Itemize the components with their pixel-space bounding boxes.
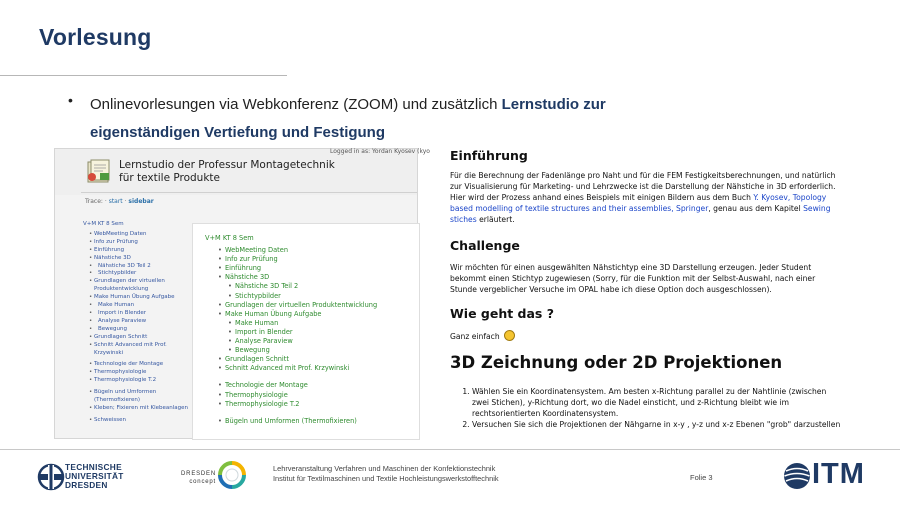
step-item: 1. Wählen Sie ein Koordinatensystem. Am besten x-Richtung parallel zu der Nahtlinie (zwischen zwei Stichen), y-Richtung dort, wo die Nadel einsticht, und z-Richtung bleibt wie im rechtsorientierten Koordinatensystem. (472, 386, 842, 419)
tud-line3: DRESDEN (65, 480, 108, 491)
content-item[interactable]: • Einführung (205, 264, 415, 273)
sidebar-heading[interactable]: V+M KT 8 Sem (83, 221, 124, 227)
content-item[interactable]: • Analyse Paraview (205, 337, 415, 346)
footer-desc-line1: Lehrveranstaltung Verfahren und Maschinen der Konfektionstechnik (273, 464, 496, 473)
bullet-marker: • (68, 92, 73, 108)
dc-line2: concept (189, 478, 216, 485)
wiki-title (119, 159, 359, 185)
content-item[interactable]: • Schnitt Advanced mit Prof. Krzywinski (205, 364, 415, 373)
content-item[interactable]: • Technologie der Montage (205, 381, 415, 390)
content-item[interactable]: • Bügeln und Umformen (Thermofixieren) (205, 417, 415, 426)
wiki-title-line2: für textile Produkte (119, 172, 220, 184)
sidebar-item[interactable]: • Nähstiche 3D Teil 2 (89, 263, 193, 271)
trace-label: Trace: (85, 198, 103, 205)
tud-line1: TECHNISCHE (65, 462, 122, 472)
content-item[interactable]: • WebMeeting Daten (205, 246, 415, 255)
wie-paragraph (450, 330, 515, 342)
wiki-separator (81, 192, 417, 193)
sidebar-item[interactable]: • Nähstiche 3D (89, 255, 193, 263)
content-heading[interactable]: V+M KT 8 Sem (205, 234, 254, 242)
slide-number: Folie 3 (690, 473, 713, 482)
challenge-heading: Challenge (450, 238, 520, 253)
content-item[interactable]: • Thermophysiologie T.2 (205, 400, 415, 409)
bullet-plain-text: Onlinevorlesungen via Webkonferenz (ZOOM) und zusätzlich (90, 96, 502, 113)
title-divider (0, 75, 287, 76)
dresden-concept-wordmark (180, 471, 216, 486)
wiki-screenshot (54, 148, 430, 439)
wie-heading: Wie geht das ? (450, 306, 554, 321)
sidebar-item[interactable]: • Make Human Übung Aufgabe (89, 294, 193, 302)
content-item[interactable]: • Nähstiche 3D (205, 273, 415, 282)
footer-divider (0, 449, 900, 450)
sidebar-item[interactable]: • Grundlagen der virtuellen Produktentwicklung (89, 278, 193, 294)
einfuehrung-mid: , genau aus dem Kapitel (708, 204, 804, 213)
sidebar-item[interactable]: • WebMeeting Daten (89, 231, 193, 239)
content-item[interactable]: • Nähstiche 3D Teil 2 (205, 282, 415, 291)
sidebar-item[interactable]: • Stichtypbilder (89, 270, 193, 278)
content-item[interactable]: • Grundlagen Schnitt (205, 355, 415, 364)
trace-link-sidebar[interactable]: sidebar (128, 198, 154, 205)
tud-line2: UNIVERSITÄT (65, 471, 124, 482)
itm-logo-icon (783, 462, 811, 490)
footer-description (273, 464, 499, 483)
bullet-text (90, 91, 650, 147)
sidebar-item[interactable]: • Bewegung (89, 326, 193, 334)
dresden-concept-logo-icon (218, 461, 246, 489)
content-item[interactable]: • Stichtypbilder (205, 292, 415, 301)
sidebar-item[interactable]: • Analyse Paraview (89, 318, 193, 326)
sidebar-item[interactable]: • Grundlagen Schnitt (89, 334, 193, 342)
einfuehrung-text: Für die Berechnung der Fadenlänge pro Naht und für die FEM Festigkeitsberechnungen, und natürlich zur Visualisierung für Marketing- und Lehrzwecke ist die Darstellung der Nähstiche in 3D erforderlich. Hier wird der Prozess anhand eines Beispiels mit einigen Bildern aus dem Buch (450, 171, 836, 202)
content-item[interactable]: • Import in Blender (205, 328, 415, 337)
content-item[interactable]: • Info zur Prüfung (205, 255, 415, 264)
einfuehrung-heading: Einführung (450, 148, 528, 163)
footer-desc-line2: Institut für Textilmaschinen und Textile Hochleistungswerkstofftechnik (273, 473, 499, 483)
document-screenshot (444, 143, 848, 439)
wiki-content-list (205, 234, 415, 426)
sidebar-item[interactable]: • Schnitt Advanced mit Prof. Krzywinski (89, 342, 193, 358)
book-link[interactable]: Y. Kyosev, Topology based modelling of textile structures and their assemblies, Springer (450, 193, 827, 213)
itm-wordmark: ITM (812, 458, 865, 490)
challenge-paragraph: Wir möchten für einen ausgewählten Nähstichtyp eine 3D Darstellung erzeugen. Jeder Student bekommt einen Stichtyp zugewiesen (Sorry, für die Funktion mit der Selbst-Auswahl, nach einer Stunde vergeblicher Versuche im OPAL habe ich diese Option doch ausgeschlossen). (450, 263, 816, 294)
einfuehrung-paragraph (450, 170, 842, 225)
sidebar-item[interactable]: • Thermophysiologie (89, 369, 193, 377)
sidebar-item[interactable]: • Thermophysiologie T.2 (89, 377, 193, 385)
einfuehrung-end: erläutert. (476, 215, 515, 224)
slide-title: Vorlesung (39, 24, 152, 50)
sidebar-item[interactable]: • Info zur Prüfung (89, 239, 193, 247)
bullet-bold-text: Lernstudio zur eigenständigen Vertiefung und Festigung (90, 96, 606, 141)
smiley-icon (504, 330, 515, 341)
logged-in-text: Logged in as: Yordan Kyosev (kyo (330, 148, 430, 155)
wiki-title-line1: Lernstudio der Professur Montagetechnik (119, 159, 335, 171)
content-item[interactable]: • Grundlagen der virtuellen Produktentwicklung (205, 301, 415, 310)
tud-wordmark (65, 463, 124, 491)
wie-text: Ganz einfach (450, 332, 500, 341)
chapter-link[interactable]: Sewing stiches (450, 204, 831, 224)
projection-heading: 3D Zeichnung oder 2D Projektionen (450, 353, 783, 372)
sidebar-item[interactable]: • Make Human (89, 302, 193, 310)
content-item[interactable]: • Bewegung (205, 346, 415, 355)
wiki-sidebar (83, 221, 193, 425)
wiki-breadcrumb: Trace: · start · sidebar (85, 198, 154, 205)
sidebar-item[interactable]: • Bügeln und Umformen (Thermofixieren) (89, 389, 193, 405)
sidebar-item[interactable]: • Import in Blender (89, 310, 193, 318)
wiki-logo-icon (85, 157, 113, 185)
dc-line1: DRESDEN (181, 471, 216, 477)
content-item[interactable]: • Make Human Übung Aufgabe (205, 310, 415, 319)
sidebar-item[interactable]: • Einführung (89, 247, 193, 255)
step-item: 2. Versuchen Sie sich die Projektionen der Nähgarne in x-y , y-z und x-z Ebenen "grob" darzustellen (472, 419, 842, 430)
content-item[interactable]: • Make Human (205, 319, 415, 328)
trace-link-start[interactable]: start (108, 198, 123, 205)
steps-list (450, 386, 842, 430)
sidebar-item[interactable]: • Technologie der Montage (89, 361, 193, 369)
sidebar-item[interactable]: • Schweissen (89, 417, 193, 425)
sidebar-item[interactable]: • Kleben; Fixieren mit Klebeanlagen (89, 405, 193, 413)
content-item[interactable]: • Thermophysiologie (205, 391, 415, 400)
